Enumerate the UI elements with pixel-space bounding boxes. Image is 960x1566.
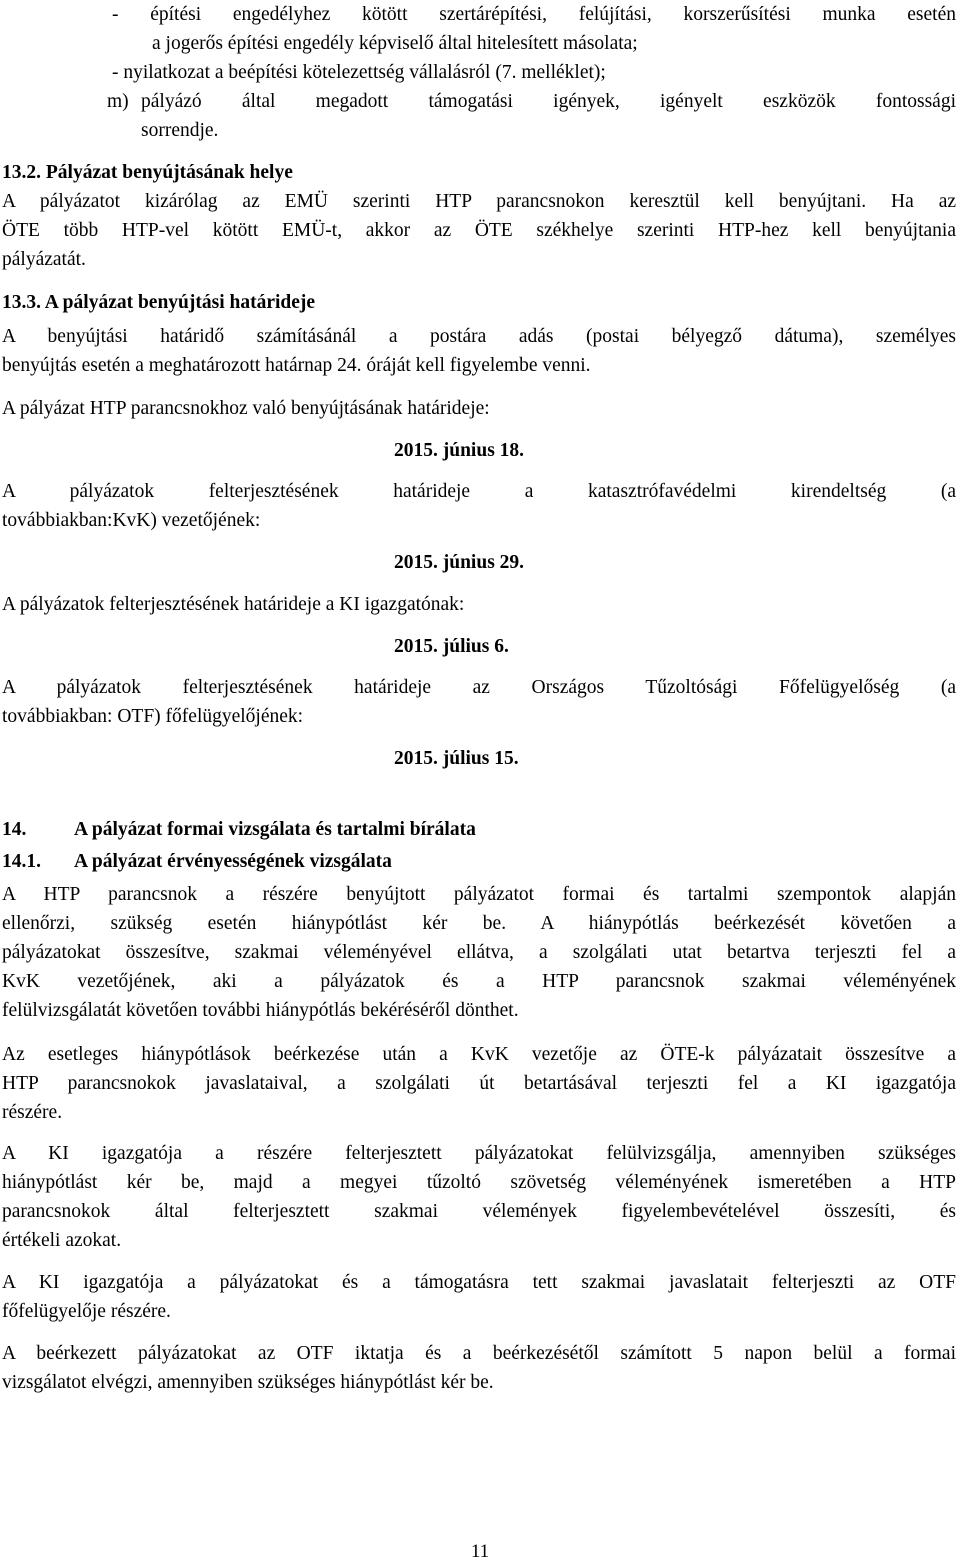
paragraph-line: KvK vezetőjének, aki a pályázatok és a HTP parancsnok szakmai véleményének	[2, 971, 956, 992]
section-number: 14.1.	[2, 851, 41, 872]
section-title: A pályázat formai vizsgálata és tartalmi bírálata	[74, 819, 476, 840]
section-heading-14-1	[2, 847, 956, 876]
paragraph-line: pályázatokat összesítve, szakmai véleményével ellátva, a szolgálati utat betartva terjeszti fel a	[2, 942, 956, 963]
deadline-text: A pályázatok felterjesztésének határideje a KI igazgatónak:	[2, 594, 465, 615]
paragraph-line: értékeli azokat.	[2, 1230, 122, 1251]
list-line: - építési engedélyhez kötött szertárépítési, felújítási, korszerűsítési munka esetén	[112, 4, 956, 25]
section-heading-14	[2, 815, 956, 844]
paragraph-line: A KI igazgatója a pályázatokat és a támogatásra tett szakmai javaslatait felterjeszti az OTF	[2, 1272, 956, 1293]
paragraph-line: A KI igazgatója a részére felterjesztett pályázatokat felülvizsgálja, amennyiben szükséges	[2, 1143, 956, 1164]
paragraph-line: A HTP parancsnok a részére benyújtott pályázatot formai és tartalmi szempontok alapján	[2, 884, 956, 905]
paragraph-line: hiánypótlást kér be, majd a megyei tűzoltó szövetség véleményének ismeretében a HTP	[2, 1172, 956, 1193]
deadline-text: A pályázatok felterjesztésének határideje az Országos Tűzoltósági Főfelügyelőség (a	[2, 677, 956, 698]
paragraph-line: pályázatát.	[2, 249, 86, 270]
section-heading-13-2: 13.2. Pályázat benyújtásának helye	[2, 162, 293, 183]
deadline-text: A pályázat HTP parancsnokhoz való benyújtásának határideje:	[2, 398, 490, 419]
paragraph-line: ellenőrzi, szükség esetén hiánypótlást kér be. A hiánypótlás beérkezését követően a	[2, 913, 956, 934]
list-line: sorrendje.	[141, 120, 219, 141]
paragraph-line: parancsnokok által felterjesztett szakmai vélemények figyelembevételével összesíti, és	[2, 1201, 956, 1222]
paragraph-line: főfelügyelője részére.	[2, 1301, 171, 1322]
list-line: a jogerős építési engedély képviselő által hitelesített másolata;	[152, 33, 638, 54]
paragraph-line: részére.	[2, 1102, 63, 1123]
deadline-date: 2015. július 15.	[394, 748, 519, 769]
list-line: - nyilatkozat a beépítési kötelezettség vállalásról (7. melléklet);	[112, 62, 606, 83]
paragraph-line: A pályázatot kizárólag az EMÜ szerinti HTP parancsnokon keresztül kell benyújtani. Ha az	[2, 191, 956, 212]
paragraph-line: HTP parancsnokok javaslataival, a szolgálati út betartásával terjeszti fel a KI igazgatója	[2, 1073, 956, 1094]
deadline-date: 2015. június 29.	[394, 552, 525, 573]
paragraph-line: benyújtás esetén a meghatározott határnap 24. óráját kell figyelembe venni.	[2, 355, 591, 376]
list-line: pályázó által megadott támogatási igények, igényelt eszközök fontossági	[141, 91, 956, 112]
deadline-text: A pályázatok felterjesztésének határideje a katasztrófavédelmi kirendeltség (a	[2, 481, 956, 502]
section-number: 14.	[2, 819, 27, 840]
deadline-text: továbbiakban: OTF) főfelügyelőjének:	[2, 706, 304, 727]
paragraph-line: A beérkezett pályázatokat az OTF iktatja és a beérkezésétől számított 5 napon belül a formai	[2, 1343, 956, 1364]
deadline-date: 2015. július 6.	[394, 636, 509, 657]
deadline-text: továbbiakban:KvK) vezetőjének:	[2, 510, 261, 531]
paragraph-line: ÖTE több HTP-vel kötött EMÜ-t, akkor az ÖTE székhelye szerinti HTP-hez kell benyújtania	[2, 220, 956, 241]
paragraph-line: felülvizsgálatát követően további hiánypótlás bekéréséről dönthet.	[2, 1000, 519, 1021]
section-title: A pályázat érvényességének vizsgálata	[74, 851, 392, 872]
paragraph-line: A benyújtási határidő számításánál a postára adás (postai bélyegző dátuma), személyes	[2, 326, 956, 347]
list-item-label: m)	[107, 91, 129, 112]
page-number: 11	[470, 1541, 490, 1562]
paragraph-line: Az esetleges hiánypótlások beérkezése után a KvK vezetője az ÖTE-k pályázatait összesítve a	[2, 1044, 956, 1065]
paragraph-line: vizsgálatot elvégzi, amennyiben szükséges hiánypótlást kér be.	[2, 1372, 494, 1393]
section-heading-13-3: 13.3. A pályázat benyújtási határideje	[2, 292, 316, 313]
deadline-date: 2015. június 18.	[394, 440, 525, 461]
